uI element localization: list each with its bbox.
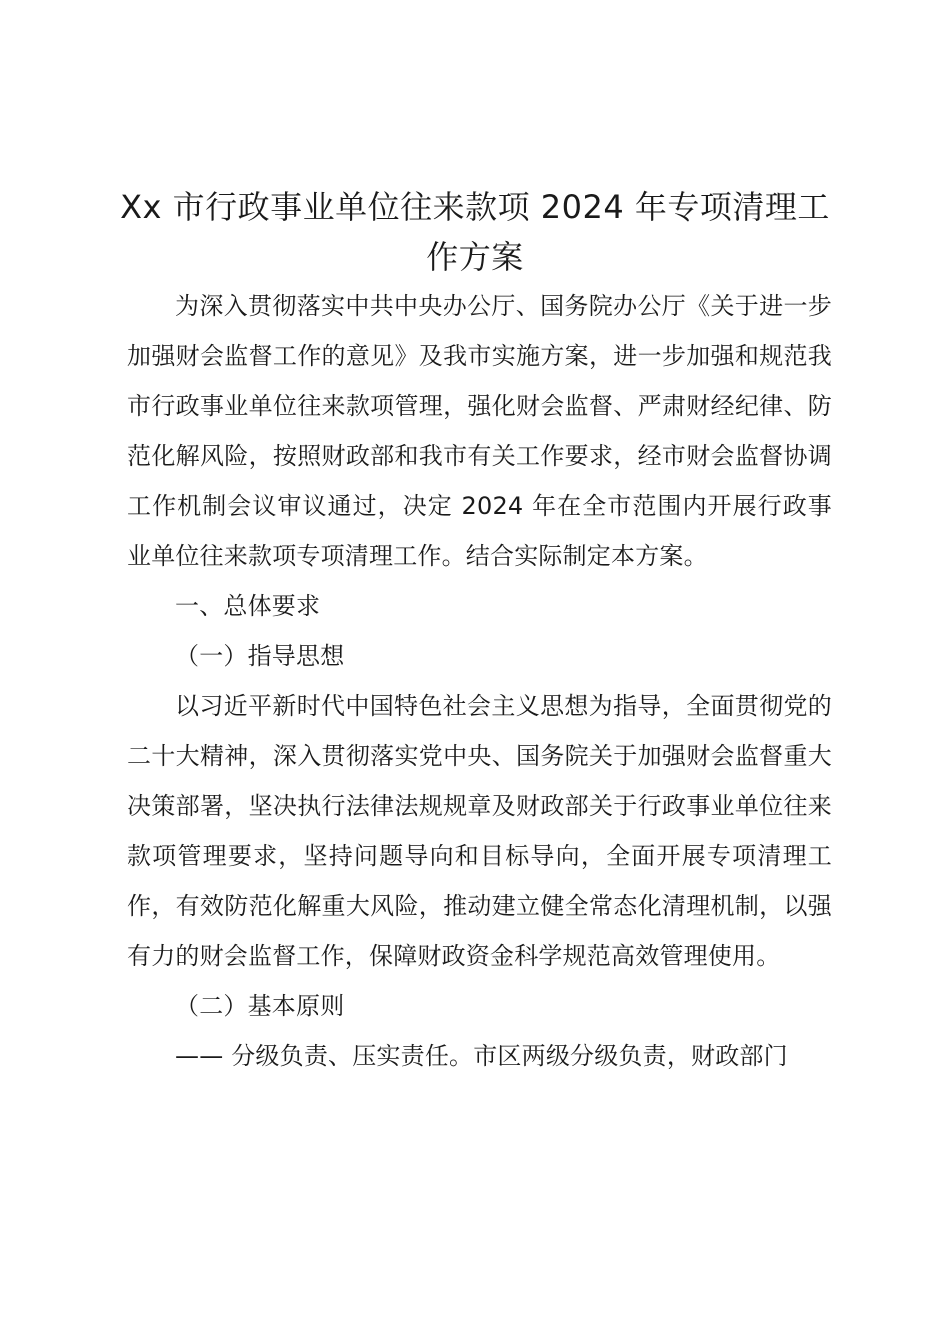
subsection-heading-basic-principles: （二）基本原则 xyxy=(175,992,345,1020)
guiding-ideology-paragraph: 以习近平新时代中国特色社会主义思想为指导，全面贯彻党的二十大精神，深入贯彻落实党中央、国务院关于加强财会监督重大决策部署，坚决执行法律法规规章及财政部关于行政事业单位往来款项管理要求，坚持问题导向和目标导向，全面开展专项清理工作，有效防范化解重大风险，推动建立健全常态化清理机制，以强有力的财会监督工作，保障财政资金科学规范高效管理使用。 xyxy=(127,692,832,970)
section-heading-overall-requirements: 一、总体要求 xyxy=(175,592,321,620)
intro-paragraph: 为深入贯彻落实中共中央办公厅、国务院办公厅《关于进一步加强财会监督工作的意见》及我市实施方案，进一步加强和规范我市行政事业单位往来款项管理，强化财会监督、严肃财经纪律、防范化解风险，按照财政部和我市有关工作要求，经市财会监督协调工作机制会议审议通过，决定 2024 年在全市范围内开展行政事业单位往来款项专项清理工作。结合实际制定本方案。 xyxy=(127,292,832,570)
principle-paragraph: —— 分级负责、压实责任。市区两级分级负责，财政部门 xyxy=(175,1042,788,1070)
document-body xyxy=(127,281,832,1081)
subsection-heading-guiding-ideology: （一）指导思想 xyxy=(175,642,345,670)
document-title: Xx 市行政事业单位往来款项 2024 年专项清理工作方案 xyxy=(120,188,830,276)
